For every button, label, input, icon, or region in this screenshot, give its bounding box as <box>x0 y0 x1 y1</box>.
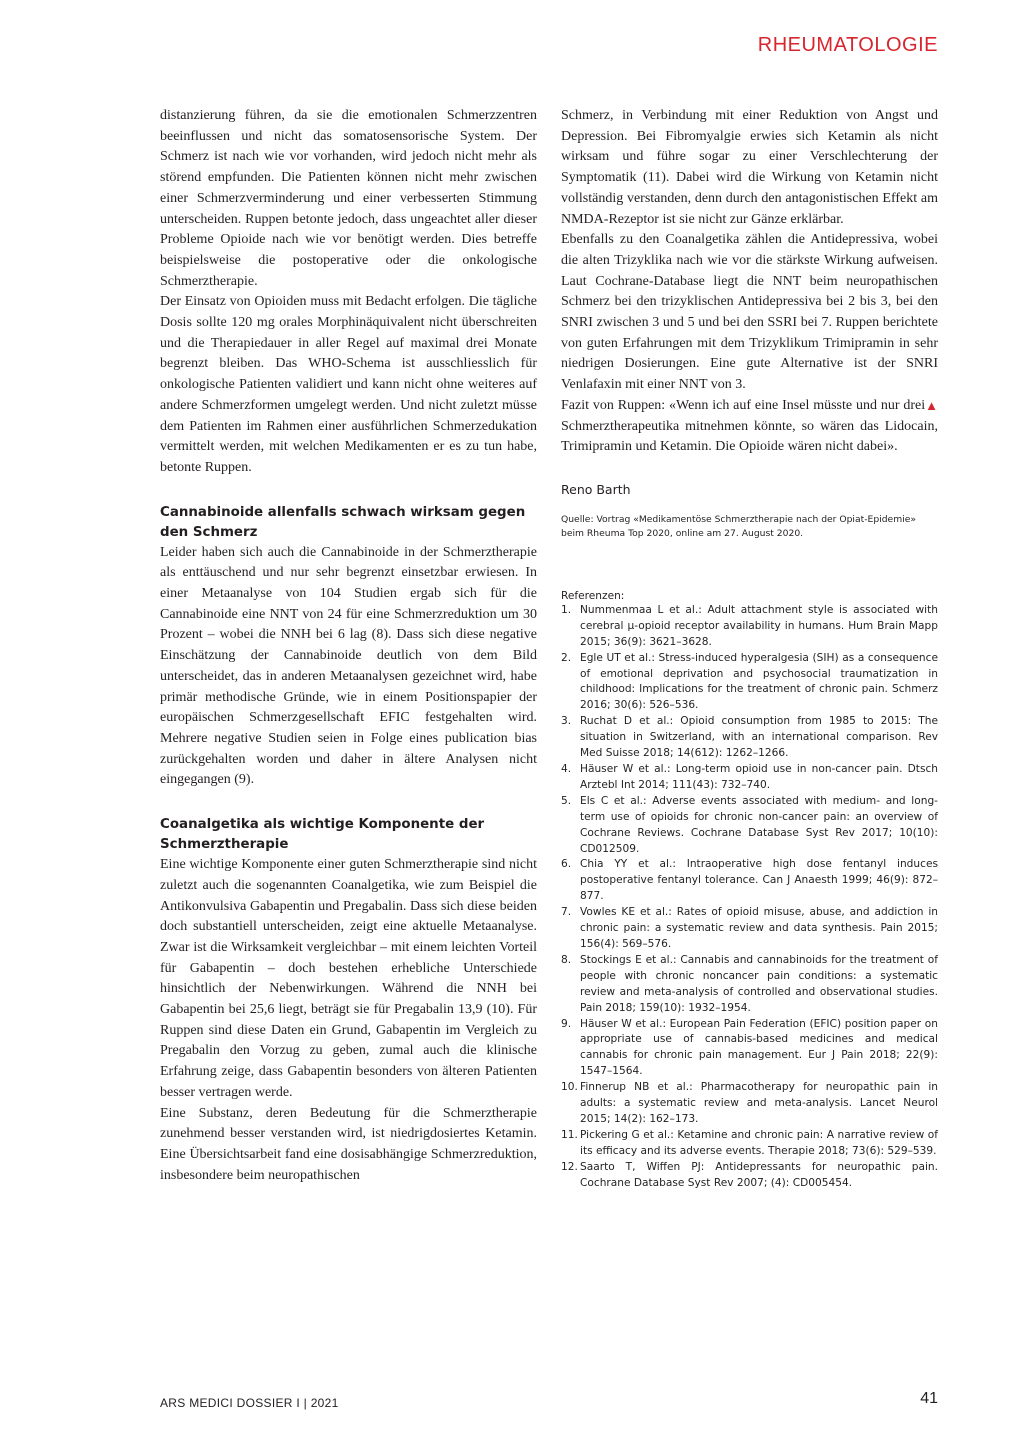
section-heading-coanalgetika: Coanalgetika als wichtige Komponente der Schmerztherapie <box>160 817 485 853</box>
source-note: Quelle: Vortrag «Medikamentöse Schmerztherapie nach der Opiat-Epidemie» beim Rheuma Top 2020, online am 27. August 2020. <box>561 513 916 539</box>
reference-text: Vowles KE et al.: Rates of opioid misuse, abuse, and addiction in chronic pain: a systematic review and data synthesis. Pain 2015; 156(4): 569–576. <box>580 906 938 950</box>
reference-item <box>561 1160 938 1192</box>
reference-number: 6. <box>561 858 572 871</box>
reference-item <box>561 762 938 794</box>
body-paragraph: Eine Substanz, deren Bedeutung für die Schmerztherapie zunehmend besser verstanden wird, ist niedrigdosiertes Ketamin. Eine Übersichtsarbeit fand eine dosisabhängige Schmerzreduktion, insbesondere beim neuropathischen <box>160 1105 537 1183</box>
end-of-article-triangle-icon: ▲ <box>925 397 938 413</box>
reference-number: 1. <box>561 603 572 616</box>
author-name: Reno Barth <box>561 481 631 497</box>
references-list <box>561 603 938 1192</box>
reference-number: 4. <box>561 763 572 776</box>
reference-item <box>561 953 938 1017</box>
reference-number: 9. <box>561 1017 572 1030</box>
reference-number: 7. <box>561 906 572 919</box>
conclusion-paragraph <box>561 396 938 458</box>
reference-text: Nummenmaa L et al.: Adult attachment style is associated with cerebral µ-opioid receptor availability in humans. Hum Brain Mapp 2015; 36(9): 3621–3628. <box>580 603 938 648</box>
reference-item <box>561 603 938 651</box>
reference-text: Ruchat D et al.: Opioid consumption from 1985 to 2015: The situation in Switzerland, with an international comparison. Rev Med Suisse 2018; 14(612): 1262–1266. <box>580 715 938 760</box>
reference-number: 8. <box>561 953 572 966</box>
reference-text: Finnerup NB et al.: Pharmacotherapy for neuropathic pain in adults: a systematic review and meta-analysis. Lancet Neurol 2015; 14(2): 162–173. <box>580 1081 938 1125</box>
reference-item <box>561 714 938 762</box>
right-column <box>561 106 938 1191</box>
reference-item <box>561 857 938 905</box>
reference-item <box>561 1080 938 1128</box>
reference-number: 3. <box>561 715 572 728</box>
references-title: Referenzen: <box>561 589 625 602</box>
reference-text: Häuser W et al.: European Pain Federation (EFIC) position paper on appropriate use of cannabis-based medicines and medical cannabis for chronic pain management. Eur J Pain 2018; 22(9): 1547–1564. <box>580 1017 938 1078</box>
body-paragraph: Eine wichtige Komponente einer guten Schmerztherapie sind nicht zuletzt auch die sogenannten Coanalgetika, wie zum Beispiel die Antikonvulsiva Gabapentin und Pregabalin. Dass sich diese beiden doch substantiell unterscheiden, zeigt eine aktuelle Metaanalyse. Zwar ist die Wirksamkeit vergleichbar – mit einem leichten Vorteil für Gabapentin – doch bestehen erhebliche Unterschiede hinsichtlich der Nebenwirkungen. Während die NNH bei Gabapentin bei 25,6 liegt, beträgt sie für Pregabalin 13,9 (10). Für Ruppen sind diese Daten ein Grund, Gabapentin im Vergleich zu Pregabalin den Vorzug zu geben, zumal auch die klinische Erfahrung zeige, dass Gabapentin besonders von älteren Patienten besser vertragen werde. <box>160 857 537 1100</box>
left-column <box>160 106 537 1186</box>
reference-text: Chia YY et al.: Intraoperative high dose fentanyl induces postoperative fentanyl tolerance. Can J Anaesth 1999; 46(9): 872–877. <box>580 858 938 903</box>
reference-text: Pickering G et al.: Ketamine and chronic pain: A narrative review of its efficacy and its adverse events. Therapie 2018; 73(6): 529–539. <box>580 1128 938 1157</box>
reference-number: 10. <box>561 1081 578 1094</box>
body-paragraph: Schmerz, in Verbindung mit einer Reduktion von Angst und Depression. Bei Fibromyalgie erwies sich Ketamin als nicht wirksam und führe sogar zu einer Verschlechterung der Symptomatik (11). Dabei wird die Wirkung von Ketamin nicht vollständig verstanden, denn durch den antagonistischen Effekt am NMDA-Rezeptor ist sie nicht zur Gänze erklärbar. <box>561 108 938 227</box>
reference-number: 2. <box>561 651 572 664</box>
reference-number: 11. <box>561 1128 578 1141</box>
reference-item <box>561 794 938 858</box>
body-paragraph: distanzierung führen, da sie die emotionalen Schmerzzentren beeinflussen und nicht das somatosensorische System. Der Schmerz ist nach wie vor vorhanden, wird jedoch nicht mehr als störend empfunden. Die Patienten können nicht mehr zwischen einer Schmerzverminderung und einer verbesserten Stimmung unterscheiden. Ruppen betonte jedoch, dass ungeachtet aller dieser Probleme Opioide nach wie vor benötigt werden. Dies betreffe beispielsweise die postoperative oder die onkologische Schmerztherapie. <box>160 108 537 289</box>
body-paragraph: Leider haben sich auch die Cannabinoide in der Schmerztherapie als enttäuschend und nur sehr begrenzt einsetzbar erwiesen. In einer Metaanalyse von 104 Studien ergab sich für die Cannabinoide eine NNT von 24 für eine Schmerzreduktion um 30 Prozent – wobei die NNH bei 6 lag (8). Dass sich diese negative Einschätzung der Cannabinoide deutlich von dem Bild unterscheidet, das in anderen Metaanalysen gezeichnet wird, habe primär methodische Gründe, wie in einem Positionspapier der europäischen Schmerzgesellschaft EFIC festgehalten wird. Mehrere negative Studien seien in Folge eines publication bias zurückgehalten worden und daher in ältere Analysen nicht eingegangen (9). <box>160 544 537 788</box>
reference-text: Egle UT et al.: Stress-induced hyperalgesia (SIH) as a consequence of emotional deprivation and psychosocial traumatization in childhood: Implications for the treatment of chronic pain. Schmerz 2016; 30(6): 526–536. <box>580 651 938 712</box>
section-heading-cannabinoide: Cannabinoide allenfalls schwach wirksam gegen den Schmerz <box>160 504 526 540</box>
reference-text: Häuser W et al.: Long-term opioid use in non-cancer pain. Dtsch Arztebl Int 2014; 111(43): 732–740. <box>580 763 938 791</box>
body-paragraph: Ebenfalls zu den Coanalgetika zählen die Antidepressiva, wobei die alten Trizyklika nach wie vor die stärkste Wirkung aufweisen. Laut Cochrane-Database liegt die NNT beim neuropathischen Schmerz bei den trizyklischen Antidepressiva bei 2 bis 3, bei den SNRI zwischen 3 und 5 und bei den SSRI bei 7. Ruppen berichtete von guten Erfahrungen mit dem Trizyklikum Trimipramin in sehr niedrigen Dosierungen. Eine gute Alternative ist der SNRI Venlafaxin mit einer NNT von 3. <box>561 232 938 393</box>
reference-item <box>561 651 938 715</box>
publication-footer: ARS MEDICI DOSSIER I | 2021 <box>160 1396 339 1410</box>
reference-item <box>561 905 938 953</box>
reference-number: 12. <box>561 1160 578 1173</box>
reference-item <box>561 1017 938 1081</box>
body-paragraph: Der Einsatz von Opioiden muss mit Bedacht erfolgen. Die tägliche Dosis sollte 120 mg orales Morphinäquivalent nicht überschreiten und die Therapiedauer in aller Regel auf maximal drei Monate begrenzt bleiben. Das WHO-Schema ist ausschliesslich für onkologische Patienten validiert und kann nicht ohne weiteres auf andere Schmerzformen umgelegt werden. Und nicht zuletzt müsse dem Patienten im Rahmen einer ausführlichen Schmerzedukation vermittelt werden, mit welchen Medikamenten er es zu tun habe, betonte Ruppen. <box>160 294 537 475</box>
conclusion-text: Fazit von Ruppen: «Wenn ich auf eine Insel müsste und nur drei Schmerztherapeutika mitnehmen könnte, so wären das Lidocain, Trimipramin und Ketamin. Die Opioide wären nicht dabei». <box>561 397 938 455</box>
section-header: RHEUMATOLOGIE <box>757 34 938 56</box>
reference-item <box>561 1128 938 1160</box>
page-number: 41 <box>920 1390 938 1407</box>
reference-text: Saarto T, Wiffen PJ: Antidepressants for neuropathic pain. Cochrane Database Syst Rev 2007; (4): CD005454. <box>580 1160 938 1189</box>
reference-text: Els C et al.: Adverse events associated with medium- and long-term use of opioids for chronic non-cancer pain: an overview of Cochrane Reviews. Cochrane Database Syst Rev 2017; 10(10): CD012509. <box>580 794 938 855</box>
reference-number: 5. <box>561 794 572 807</box>
reference-text: Stockings E et al.: Cannabis and cannabinoids for the treatment of people with chronic noncancer pain conditions: a systematic review and meta-analysis of controlled and observational studies. Pain 2018; 159(10): 1932–1954. <box>580 953 938 1014</box>
